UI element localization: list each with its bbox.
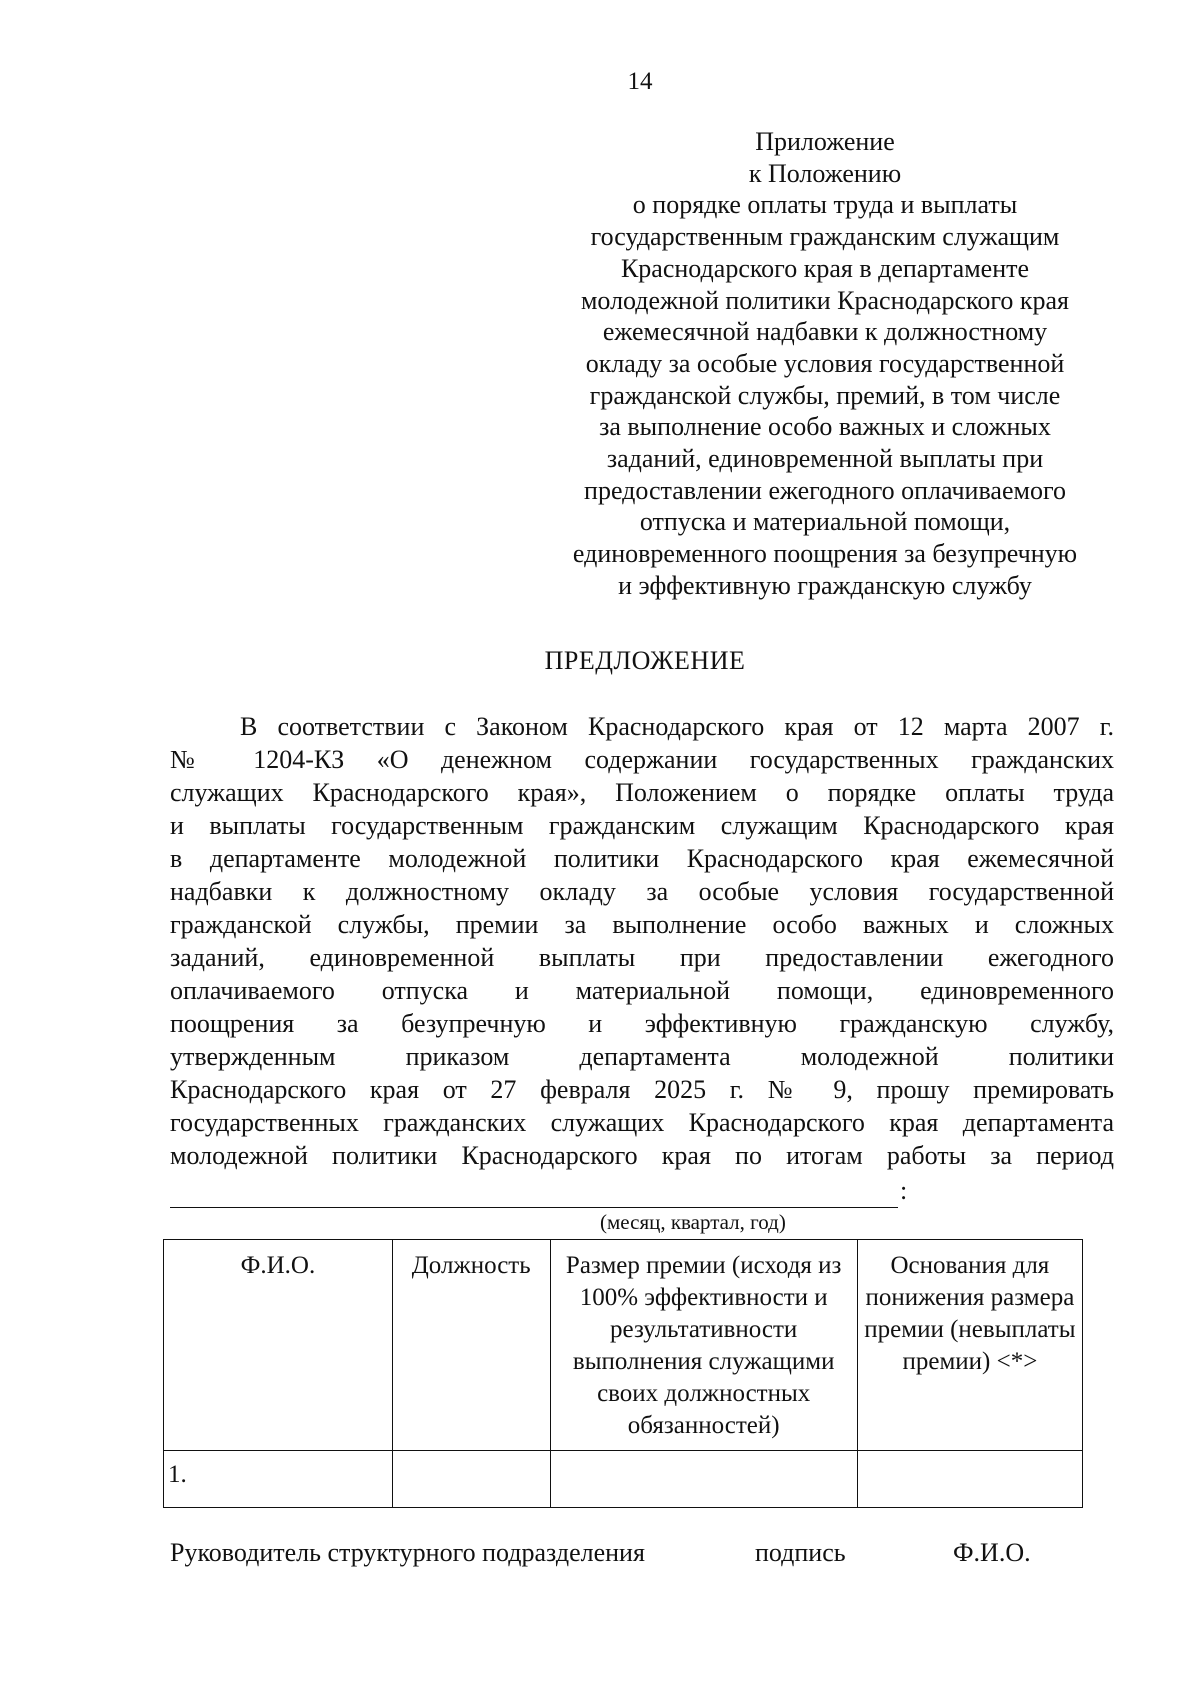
body-line: служащих Краснодарского края», Положением о порядке оплаты труда xyxy=(170,778,1114,807)
appendix-line: молодежной политики Краснодарского края xyxy=(580,285,1070,315)
appendix-line: государственным гражданским служащим xyxy=(590,222,1060,252)
signature-label: подпись xyxy=(755,1538,846,1567)
header-position: Должность xyxy=(392,1240,550,1451)
cell-fio[interactable]: 1. xyxy=(164,1451,393,1508)
name-label: Ф.И.О. xyxy=(953,1538,1031,1567)
appendix-line: за выполнение особо важных и сложных xyxy=(599,412,1051,442)
body-line: № 1204-КЗ «О денежном содержании государственных гражданских xyxy=(170,745,1114,774)
body-line: оплачиваемого отпуска и материальной помощи, единовременного xyxy=(170,976,1114,1005)
table-header-row xyxy=(164,1240,1083,1451)
cell-reduction-reason[interactable] xyxy=(857,1451,1082,1508)
body-line: и выплаты государственным гражданским служащим Краснодарского края xyxy=(170,811,1114,840)
appendix-line: единовременного поощрения за безупречную xyxy=(572,539,1078,569)
cell-position[interactable] xyxy=(392,1451,550,1508)
body-line: гражданской службы, премии за выполнение особо важных и сложных xyxy=(170,910,1114,939)
period-blank-line[interactable] xyxy=(170,1207,898,1208)
header-bonus-size: Размер премии (исходя из 100% эффективности и результативности выполнения служащими своих должностных обязанностей) xyxy=(550,1240,857,1451)
page-number: 14 xyxy=(627,68,653,95)
body-line: поощрения за безупречную и эффективную гражданскую службу, xyxy=(170,1009,1114,1038)
table-row xyxy=(164,1451,1083,1508)
document-title: ПРЕДЛОЖЕНИЕ xyxy=(544,646,746,675)
appendix-line: к Положению xyxy=(748,158,902,188)
appendix-line: предоставлении ежегодного оплачиваемого xyxy=(584,475,1066,505)
period-colon: : xyxy=(900,1176,908,1205)
body-line: молодежной политики Краснодарского края по итогам работы за период xyxy=(170,1141,1114,1170)
body-line: утвержденным приказом департамента молодежной политики xyxy=(170,1042,1114,1071)
cell-bonus-size[interactable] xyxy=(550,1451,857,1508)
body-line: Краснодарского края от 27 февраля 2025 г. № 9, прошу премировать xyxy=(170,1075,1114,1104)
header-fio: Ф.И.О. xyxy=(164,1240,393,1451)
header-reduction-reason: Основания для понижения размера премии (невыплаты премии) <*> xyxy=(857,1240,1082,1451)
appendix-line: о порядке оплаты труда и выплаты xyxy=(632,190,1018,220)
body-line: В соответствии с Законом Краснодарского края от 12 марта 2007 г. xyxy=(240,712,1114,741)
period-hint: (месяц, квартал, год) xyxy=(600,1210,786,1234)
head-label: Руководитель структурного подразделения xyxy=(170,1538,645,1567)
body-line: заданий, единовременной выплаты при предоставлении ежегодного xyxy=(170,943,1114,972)
appendix-line: отпуска и материальной помощи, xyxy=(639,507,1011,537)
body-line: государственных гражданских служащих Краснодарского края департамента xyxy=(170,1108,1114,1137)
appendix-header xyxy=(530,126,1120,602)
body-line: в департаменте молодежной политики Краснодарского края ежемесячной xyxy=(170,844,1114,873)
appendix-line: заданий, единовременной выплаты при xyxy=(606,444,1044,474)
appendix-line: гражданской службы, премий, в том числе xyxy=(589,380,1061,410)
bonus-table xyxy=(163,1239,1083,1508)
appendix-line: Краснодарского края в департаменте xyxy=(620,253,1030,283)
appendix-line: и эффективную гражданскую службу xyxy=(618,570,1032,600)
body-paragraph xyxy=(170,710,1114,1172)
appendix-line: ежемесячной надбавки к должностному xyxy=(602,317,1048,347)
appendix-line: окладу за особые условия государственной xyxy=(585,348,1065,378)
appendix-line: Приложение xyxy=(755,127,895,156)
body-line: надбавки к должностному окладу за особые условия государственной xyxy=(170,877,1114,906)
